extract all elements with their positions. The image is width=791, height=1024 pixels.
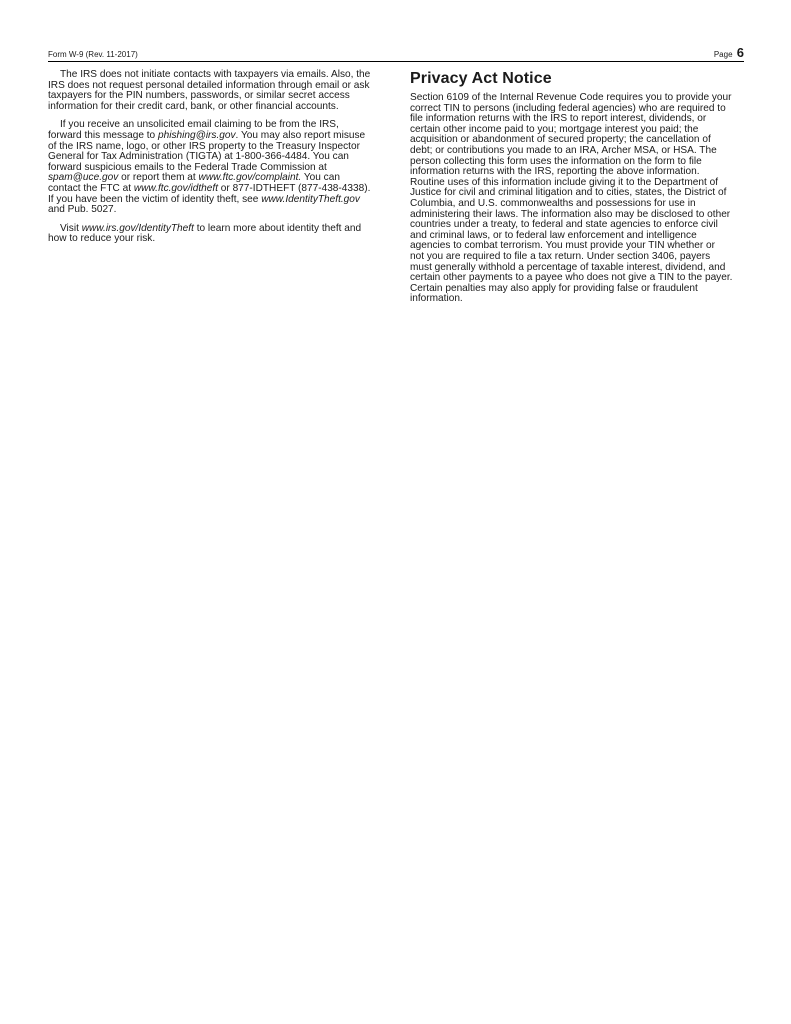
text-line: debt; or contributions you made to an IRA, Archer MSA, or HSA. The [410, 144, 717, 156]
paragraph-unsolicited-email [48, 120, 387, 215]
text-line: Columbia, and U.S. commonwealths and possessions for use in [410, 197, 696, 209]
text-line: taxpayers for the PIN numbers, passwords, or similar secret access [48, 90, 350, 102]
text-line: IRS does not request personal detailed information through email or ask [48, 79, 370, 91]
text-line: Certain penalties may also apply for providing false or fraudulent [410, 282, 698, 294]
page-indicator [714, 45, 744, 60]
paragraph-visit-irs [48, 224, 387, 245]
page-header [48, 47, 744, 62]
text-line: acquisition or abandonment of secured property; the cancellation of [410, 134, 711, 146]
text-line: If you receive an unsolicited email claiming to be from the IRS, [60, 119, 339, 131]
text-line: Justice for civil and criminal litigation and to cities, states, the District of [410, 187, 727, 199]
text-line: countries under a treaty, to federal and state agencies to enforce civil [410, 219, 718, 231]
text-line: correct TIN to persons (including federal agencies) who are required to [410, 102, 726, 114]
text-segment: to learn more about identity theft and [193, 222, 362, 234]
text-segment: You can [301, 172, 340, 184]
text-segment: . You may also report misuse [235, 129, 366, 141]
text-segment: forward this message to [48, 129, 158, 141]
text-line: General for Tax Administration (TIGTA) at 1-800-366-4484. You can [48, 151, 349, 163]
text-line: not you are required to file a tax return. Under section 3406, payers [410, 250, 711, 262]
spam-email-link[interactable]: spam@uce.gov [48, 172, 119, 184]
page-number: 6 [736, 45, 744, 60]
page-label: Page [713, 50, 733, 59]
text-line: certain other income paid to you; mortgage interest you paid; the [410, 123, 699, 135]
text-line: agencies to combat terrorism. You must provide your TIN whether or [410, 240, 716, 252]
text-line: must generally withhold a percentage of taxable interest, dividend, and [410, 261, 726, 273]
identitytheft-gov-link[interactable]: www.IdentityTheft.gov [261, 193, 360, 205]
privacy-act-body [410, 93, 746, 305]
text-line: certain other payments to a payee who does not give a TIN to the payer. [410, 272, 733, 284]
text-segment: If you have been the victim of identity theft, see [48, 193, 262, 205]
text-line: how to reduce your risk. [48, 233, 156, 245]
irs-identitytheft-link[interactable]: www.irs.gov/IdentityTheft [81, 222, 194, 234]
text-line: forward suspicious emails to the Federal Trade Commission at [48, 161, 327, 173]
text-line: Routine uses of this information include giving it to the Department of [410, 176, 719, 188]
text-line: person collecting this form uses the information on the form to file [410, 155, 702, 167]
phishing-email-link[interactable]: phishing@irs.gov [157, 129, 236, 141]
ftc-complaint-link[interactable]: www.ftc.gov/complaint. [198, 172, 302, 184]
text-line: file information returns with the IRS to report interest, dividends, or [410, 113, 707, 125]
text-line: of the IRS name, logo, or other IRS property to the Treasury Inspector [48, 140, 360, 152]
text-line: information. [410, 293, 463, 305]
text-segment: or 877-IDTHEFT (877-438-4338). [218, 182, 371, 194]
left-column [48, 70, 387, 253]
text-line: and criminal laws, or to federal law enforcement and intelligence [410, 229, 697, 241]
text-line: Section 6109 of the Internal Revenue Code requires you to provide your [410, 92, 732, 103]
ftc-idtheft-link[interactable]: www.ftc.gov/idtheft [133, 182, 218, 194]
privacy-act-heading: Privacy Act Notice [410, 70, 552, 87]
text-segment: or report them at [118, 172, 199, 184]
text-line [48, 131, 387, 142]
text-line: information for their credit card, bank, or other financial accounts. [48, 100, 339, 112]
text-line: The IRS does not initiate contacts with taxpayers via emails. Also, the [60, 69, 371, 80]
text-segment: Visit [60, 222, 82, 234]
form-identifier: Form W-9 (Rev. 11-2017) [48, 50, 138, 59]
text-line: information returns with the IRS, reporting the above information. [410, 166, 700, 178]
paragraph-irs-contact [48, 70, 387, 112]
text-line: administering their laws. The information also may be disclosed to other [410, 208, 731, 220]
text-segment: contact the FTC at [48, 182, 134, 194]
text-line: and Pub. 5027. [48, 204, 117, 216]
